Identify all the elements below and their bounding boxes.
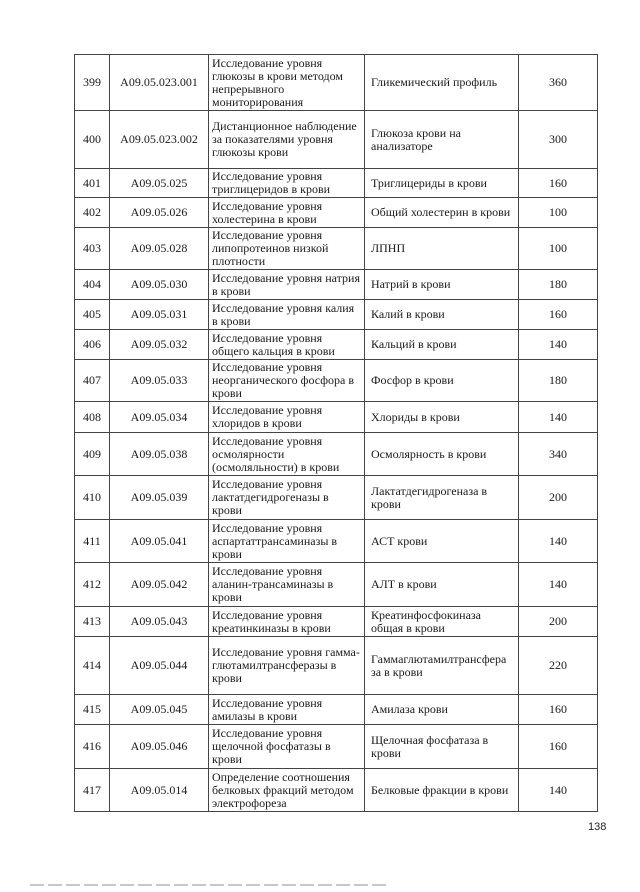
services-price-table — [74, 54, 598, 812]
service-name: Общий холестерин в крови — [365, 198, 519, 228]
service-price: 300 — [519, 111, 598, 169]
service-price: 180 — [519, 270, 598, 300]
service-name: Лактатдегидрогеназа в крови — [365, 476, 519, 520]
service-name: Гликемический профиль — [365, 55, 519, 111]
service-description: Исследование уровня общего кальция в крови — [209, 330, 365, 360]
service-price: 160 — [519, 169, 598, 198]
service-price: 100 — [519, 228, 598, 270]
service-price: 140 — [519, 520, 598, 563]
service-code: A09.05.034 — [110, 402, 209, 433]
service-code: A09.05.039 — [110, 476, 209, 520]
service-code: A09.05.025 — [110, 169, 209, 198]
row-number: 402 — [75, 198, 110, 228]
service-code: A09.05.014 — [110, 769, 209, 812]
service-code: A09.05.028 — [110, 228, 209, 270]
service-code: A09.05.041 — [110, 520, 209, 563]
row-number: 401 — [75, 169, 110, 198]
service-code: A09.05.023.001 — [110, 55, 209, 111]
service-price: 200 — [519, 607, 598, 637]
service-name: Натрий в крови — [365, 270, 519, 300]
service-code: A09.05.042 — [110, 563, 209, 607]
service-name: Белковые фракции в крови — [365, 769, 519, 812]
service-price: 220 — [519, 637, 598, 695]
service-code: A09.05.033 — [110, 360, 209, 402]
table-row — [75, 769, 598, 812]
service-description: Определение соотношения белковых фракций методом электрофореза — [209, 769, 365, 812]
service-price: 140 — [519, 769, 598, 812]
service-description: Исследование уровня холестерина в крови — [209, 198, 365, 228]
service-description: Исследование уровня глюкозы в крови методом непрерывного мониторирования — [209, 55, 365, 111]
service-description: Исследование уровня калия в крови — [209, 300, 365, 330]
service-description: Исследование уровня гамма-глютамилтрансферазы в крови — [209, 637, 365, 695]
row-number: 406 — [75, 330, 110, 360]
service-price: 140 — [519, 330, 598, 360]
table-body — [75, 55, 598, 812]
service-price: 140 — [519, 402, 598, 433]
row-number: 416 — [75, 725, 110, 769]
service-description: Исследование уровня креатинкиназы в крови — [209, 607, 365, 637]
table-row — [75, 402, 598, 433]
table-row — [75, 270, 598, 300]
service-description: Исследование уровня щелочной фосфатазы в крови — [209, 725, 365, 769]
service-description: Исследование уровня амилазы в крови — [209, 695, 365, 725]
service-description: Дистанционное наблюдение за показателями уровня глюкозы крови — [209, 111, 365, 169]
table-row — [75, 725, 598, 769]
service-name: Амилаза крови — [365, 695, 519, 725]
service-name: Триглицериды в крови — [365, 169, 519, 198]
row-number: 407 — [75, 360, 110, 402]
service-code: A09.05.044 — [110, 637, 209, 695]
service-description: Исследование уровня натрия в крови — [209, 270, 365, 300]
service-price: 140 — [519, 563, 598, 607]
service-code: A09.05.032 — [110, 330, 209, 360]
table-row — [75, 228, 598, 270]
table-row — [75, 476, 598, 520]
service-description: Исследование уровня осмолярности (осмоляльности) в крови — [209, 433, 365, 476]
table-row — [75, 111, 598, 169]
row-number: 400 — [75, 111, 110, 169]
scan-artifact-line — [30, 884, 390, 886]
table-row — [75, 637, 598, 695]
row-number: 417 — [75, 769, 110, 812]
page-number: 138 — [588, 821, 607, 833]
service-description: Исследование уровня триглицеридов в крови — [209, 169, 365, 198]
service-price: 100 — [519, 198, 598, 228]
row-number: 399 — [75, 55, 110, 111]
service-price: 160 — [519, 695, 598, 725]
service-description: Исследование уровня аспартаттрансаминазы в крови — [209, 520, 365, 563]
service-name: Щелочная фосфатаза в крови — [365, 725, 519, 769]
table-row — [75, 563, 598, 607]
table-row — [75, 55, 598, 111]
row-number: 413 — [75, 607, 110, 637]
table-row — [75, 433, 598, 476]
service-name: Гаммаглютамилтрансфера за в крови — [365, 637, 519, 695]
service-name: АЛТ в крови — [365, 563, 519, 607]
table-row — [75, 520, 598, 563]
row-number: 409 — [75, 433, 110, 476]
service-name: ЛПНП — [365, 228, 519, 270]
service-price: 160 — [519, 300, 598, 330]
service-description: Исследование уровня аланин-трансаминазы в крови — [209, 563, 365, 607]
service-description: Исследование уровня хлоридов в крови — [209, 402, 365, 433]
service-name: Глюкоза крови на анализаторе — [365, 111, 519, 169]
table-row — [75, 695, 598, 725]
row-number: 404 — [75, 270, 110, 300]
row-number: 414 — [75, 637, 110, 695]
service-price: 340 — [519, 433, 598, 476]
service-code: A09.05.045 — [110, 695, 209, 725]
service-code: A09.05.023.002 — [110, 111, 209, 169]
service-name: Осмолярность в крови — [365, 433, 519, 476]
service-name: Калий в крови — [365, 300, 519, 330]
service-code: A09.05.030 — [110, 270, 209, 300]
table-row — [75, 330, 598, 360]
row-number: 415 — [75, 695, 110, 725]
row-number: 408 — [75, 402, 110, 433]
row-number: 411 — [75, 520, 110, 563]
service-code: A09.05.031 — [110, 300, 209, 330]
service-code: A09.05.038 — [110, 433, 209, 476]
table-row — [75, 198, 598, 228]
service-price: 160 — [519, 725, 598, 769]
table-row — [75, 607, 598, 637]
service-name: Кальций в крови — [365, 330, 519, 360]
service-description: Исследование уровня липопротеинов низкой плотности — [209, 228, 365, 270]
row-number: 410 — [75, 476, 110, 520]
table-row — [75, 300, 598, 330]
service-name: Хлориды в крови — [365, 402, 519, 433]
service-name: Фосфор в крови — [365, 360, 519, 402]
row-number: 405 — [75, 300, 110, 330]
row-number: 403 — [75, 228, 110, 270]
service-description: Исследование уровня неорганического фосфора в крови — [209, 360, 365, 402]
service-price: 180 — [519, 360, 598, 402]
service-code: A09.05.043 — [110, 607, 209, 637]
service-price: 360 — [519, 55, 598, 111]
service-price: 200 — [519, 476, 598, 520]
service-name: Креатинфосфокиназа общая в крови — [365, 607, 519, 637]
service-code: A09.05.026 — [110, 198, 209, 228]
table-row — [75, 360, 598, 402]
service-code: A09.05.046 — [110, 725, 209, 769]
table-row — [75, 169, 598, 198]
service-name: АСТ крови — [365, 520, 519, 563]
row-number: 412 — [75, 563, 110, 607]
service-description: Исследование уровня лактатдегидрогеназы в крови — [209, 476, 365, 520]
